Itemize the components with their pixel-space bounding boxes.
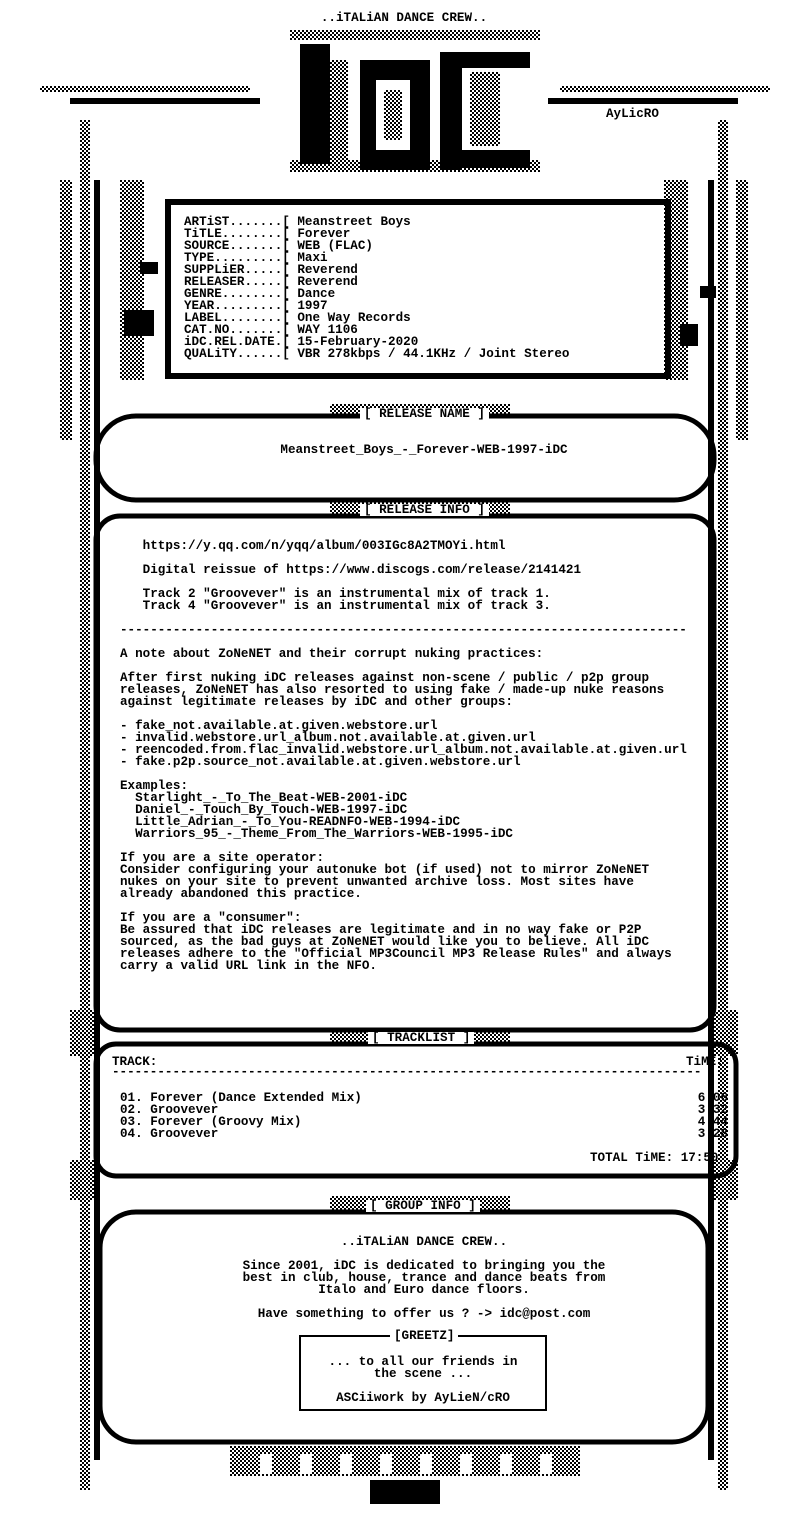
info-line: against legitimate releases by iDC and other groups: bbox=[120, 695, 513, 709]
greetz-header: [GREETZ] bbox=[390, 1330, 458, 1342]
group-description bbox=[0, 1260, 808, 1296]
greetz-line: ... to all our friends in bbox=[328, 1355, 518, 1369]
track-title: 03. Forever (Groovy Mix) bbox=[120, 1115, 302, 1129]
greetz-text bbox=[300, 1356, 546, 1380]
release-name-header: [ RELEASE NAME ] bbox=[360, 408, 489, 420]
detail-line: TiTLE........[ Forever bbox=[184, 227, 351, 241]
info-line: carry a valid URL link in the NFO. bbox=[120, 959, 377, 973]
info-line: A note about ZoNeNET and their corrupt nuking practices: bbox=[120, 647, 544, 661]
track-time: 3:32 bbox=[697, 1103, 728, 1117]
detail-line: RELEASER.....[ Reverend bbox=[184, 275, 358, 289]
info-line: If you are a "consumer": bbox=[120, 911, 302, 925]
info-line: releases adhere to the "Official MP3Council MP3 Release Rules" and always bbox=[120, 947, 672, 961]
art-signature: AyLicRO bbox=[606, 107, 659, 121]
info-line: Little_Adrian_-_To_You-READNFO-WEB-1994-iDC bbox=[120, 815, 461, 829]
group-title: ..iTALiAN DANCE CREW.. bbox=[340, 1235, 508, 1249]
info-line: nukes on your site to prevent unwanted archive loss. Most sites have bbox=[120, 875, 634, 889]
ascii-credit: ASCiiwork by AyLieN/cRO bbox=[336, 1391, 510, 1405]
track-title: 02. Groovever bbox=[120, 1103, 219, 1117]
tracklist-col-track: TRACK: bbox=[112, 1055, 158, 1069]
info-line bbox=[120, 768, 687, 780]
group-line: Italo and Euro dance floors. bbox=[318, 1283, 530, 1297]
group-contact: Have something to offer us ? -> idc@post.com bbox=[257, 1307, 591, 1321]
idc-logo-art bbox=[290, 30, 540, 172]
info-line: sourced, as the bad guys at ZoNeNET would like you to believe. All iDC bbox=[120, 935, 650, 949]
release-name-frame bbox=[96, 416, 714, 500]
info-line: Warriors_95_-_Theme_From_The_Warriors-WEB-1995-iDC bbox=[120, 827, 513, 841]
track-time: 6:06 bbox=[697, 1091, 728, 1105]
total-time: TOTAL TiME: 17:50 bbox=[590, 1151, 719, 1165]
info-line: - fake_not.available.at.given.webstore.url bbox=[120, 719, 438, 733]
detail-line: SUPPLiER.....[ Reverend bbox=[184, 263, 358, 277]
info-line: Digital reissue of https://www.discogs.com/release/2141421 bbox=[120, 563, 582, 577]
info-line: Track 2 "Groovever" is an instrumental mix of track 1. bbox=[120, 587, 551, 601]
greetz-line: the scene ... bbox=[373, 1367, 473, 1381]
release-details bbox=[184, 216, 569, 360]
info-line: - reencoded.from.flac_invalid.webstore.url_album.not.available.at.given.url bbox=[120, 743, 687, 757]
info-line: --------------------------------------------------------------------------- bbox=[120, 623, 687, 637]
detail-line: CAT.NO.......[ WAY 1106 bbox=[184, 323, 358, 337]
track-list bbox=[120, 1092, 728, 1140]
info-line: Daniel_-_Touch_By_Touch-WEB-1997-iDC bbox=[120, 803, 408, 817]
info-line: releases, ZoNeNET has also resorted to using fake / made-up nuke reasons bbox=[120, 683, 665, 697]
release-name-value: Meanstreet_Boys_-_Forever-WEB-1997-iDC bbox=[280, 443, 568, 457]
detail-line: YEAR.........[ 1997 bbox=[184, 299, 328, 313]
info-line: Track 4 "Groovever" is an instrumental mix of track 3. bbox=[120, 599, 551, 613]
detail-line: iDC.REL.DATE.[ 15-February-2020 bbox=[184, 335, 419, 349]
info-line: already abandoned this practice. bbox=[120, 887, 362, 901]
info-line: Be assured that iDC releases are legitimate and in no way fake or P2P bbox=[120, 923, 642, 937]
info-line: After first nuking iDC releases against non-scene / public / p2p group bbox=[120, 671, 650, 685]
info-line: Consider configuring your autonuke bot (if used) not to mirror ZoNeNET bbox=[120, 863, 650, 877]
detail-line: GENRE........[ Dance bbox=[184, 287, 336, 301]
crew-title: ..iTALiAN DANCE CREW.. bbox=[320, 11, 488, 25]
track-title: 04. Groovever bbox=[120, 1127, 219, 1141]
table-row bbox=[120, 1128, 728, 1140]
track-title: 01. Forever (Dance Extended Mix) bbox=[120, 1091, 362, 1105]
tracklist-divider: ------------------------------------------------------------------------------ bbox=[112, 1066, 702, 1078]
info-line: Examples: bbox=[120, 779, 189, 793]
detail-line: TYPE.........[ Maxi bbox=[184, 251, 328, 265]
info-line: - invalid.webstore.url_album.not.available.at.given.url bbox=[120, 731, 536, 745]
group-line: best in club, house, trance and dance beats from bbox=[242, 1271, 606, 1285]
track-time: 3:28 bbox=[697, 1127, 728, 1141]
track-time: 4:44 bbox=[697, 1115, 728, 1129]
release-info-text bbox=[120, 540, 687, 972]
group-info-header: [ GROUP INFO ] bbox=[366, 1200, 480, 1212]
detail-line: QUALiTY......[ VBR 278kbps / 44.1KHz / Joint Stereo bbox=[184, 347, 570, 361]
info-line: - fake.p2p.source_not.available.at.given.webstore.url bbox=[120, 755, 521, 769]
tracklist-col-time: TiME: bbox=[686, 1055, 724, 1069]
info-line: https://y.qq.com/n/yqq/album/003IGc8A2TMOYi.html bbox=[120, 539, 506, 553]
detail-line: SOURCE.......[ WEB (FLAC) bbox=[184, 239, 373, 253]
tracklist-header: [ TRACKLIST ] bbox=[368, 1032, 474, 1044]
detail-line: ARTiST.......[ Meanstreet Boys bbox=[184, 215, 411, 229]
release-info-header: [ RELEASE INFO ] bbox=[360, 504, 489, 516]
info-line: If you are a site operator: bbox=[120, 851, 325, 865]
bottom-greek-key bbox=[220, 1440, 590, 1504]
info-line: Starlight_-_To_The_Beat-WEB-2001-iDC bbox=[120, 791, 408, 805]
group-line: Since 2001, iDC is dedicated to bringing you the bbox=[242, 1259, 606, 1273]
detail-line: LABEL........[ One Way Records bbox=[184, 311, 411, 325]
